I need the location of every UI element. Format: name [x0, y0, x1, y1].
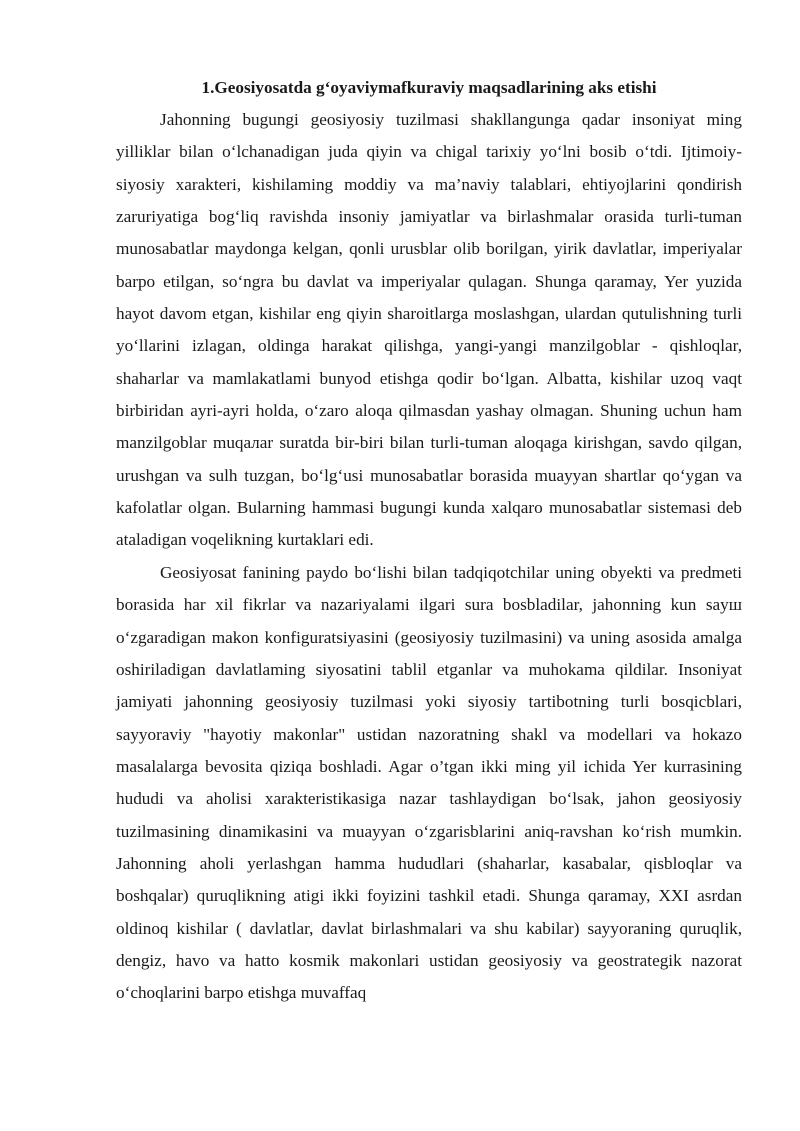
- paragraph-2: Geosiyosat fanining paydo bo‘lishi bilan tadqiqotchilar uning obyekti va predmeti borasida har xil fikrlar va nazariyalami ilgari sura bosbladilar, jahonning kun sayш o‘zgaradigan makon konfiguratsiyasini (geosiyosiy tuzilmasini) va uning asosida amalga oshiriladigan davlatlaming siyosatini tablil etganlar va muhokama qildilar. Insoniyat jamiyati jahonning geosiyosiy tuzilmasi yoki siyosiy tartibotning turli bosqicblari, sayyoraviy "hayotiy makonlar" ustidan nazoratning shakl va modellari va hokazo masalalarga bevosita qiziqa boshladi. Agar o’tgan ikki ming yil ichida Yer kurrasining hududi va aholisi xarakteristikasiga nazar tashlaydigan bo‘lsak, jahon geosiyosiy tuzilmasining dinamikasini va muayyan o‘zgarisblarini aniq-ravshan ko‘rish mumkin. Jahonning aholi yerlashgan hamma hududlari (shaharlar, kasabalar, qisbloqlar va boshqalar) quruqlikning atigi ikki foyizini tashkil etadi. Shunga qaramay, XXI asrdan oldinoq kishilar ( davlatlar, davlat birlashmalari va shu kabilar) sayyoraning quruqlik, dengiz, havo va hatto kosmik makonlari ustidan geosiyosiy va geostrategik nazorat o‘choqlarini barpo etishga muvaffaq: [116, 562, 742, 1003]
- paragraph-1: Jahonning bugungi geosiyosiy tuzilmasi shakllangunga qadar insoniyat ming yilliklar bilan o‘lchanadigan juda qiyin va chigal tarixiy yo‘lni bosib o‘tdi. Ijtimoiy-siyosiy xarakteri, kishilaming moddiy va ma’naviy talablari, ehtiyojlarini qondirish zaruriyatiga bog‘liq ravishda insoniy jamiyatlar va birlashmalar orasida turli-tuman munosabatlar maydonga kelgan, qonli urusblar olib borilgan, yirik davlatlar, imperiyalar barpo etilgan, so‘ngra bu davlat va imperiyalar qulagan. Shunga qaramay, Yer yuzida hayot davom etgan, kishilar eng qiyin sharoitlarga moslashgan, ulardan qutulishning turli yo‘llarini izlagan, oldinga harakat qilishga, yangi-yangi manzilgoblar - qishloqlar, shaharlar va mamlakatlami bunyod etishga qodir bo‘lgan. Albatta, kishilar uzoq vaqt birbiridan ayri-ayri holda, o‘zaro aloqa qilmasdan yashay olmagan. Shuning uchun ham manzilgoblar muqaлar suratda bir-biri bilan turli-tuman aloqaga kirishgan, savdo qilgan, urushgan va sulh tuzgan, bo‘lg‘usi munosabatlar borasida muayyan shartlar qo‘ygan va kafolatlar olgan. Bularning hammasi bugungi kunda xalqaro munosabatlar sistemasi deb ataladigan voqelikning kurtaklari edi.: [116, 110, 742, 550]
- document-title: 1.Geosiyosatda g‘oyaviymafkuraviy maqsadlarining aks etishi: [201, 78, 657, 97]
- document-page: [116, 72, 742, 1010]
